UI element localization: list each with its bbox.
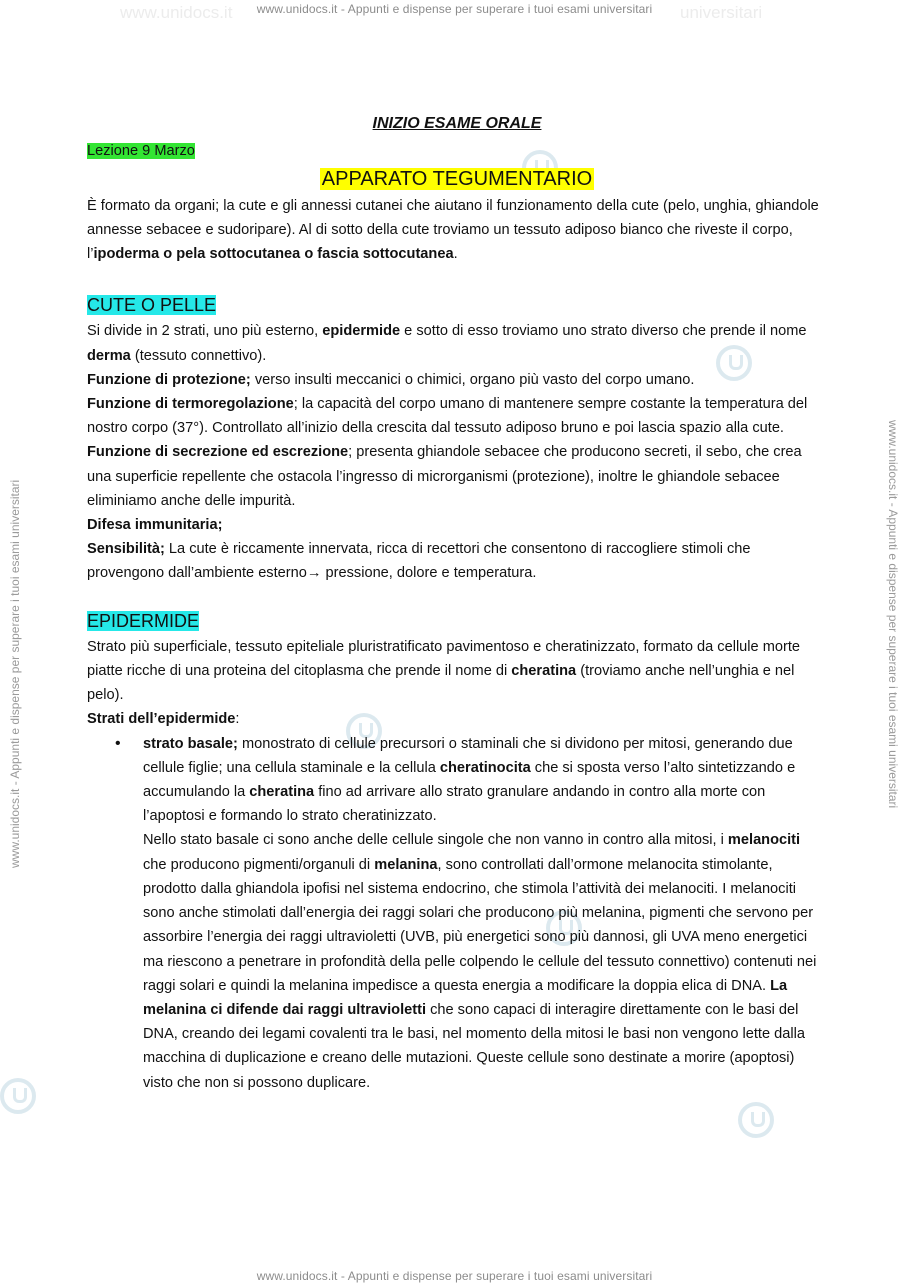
section-heading-epidermide-label: EPIDERMIDE [87,610,200,631]
function-text: ; la capacità del corpo umano di mantenere sempre costante la temperatura del nostro corpo (37°). Controllato all’inizio della crescita dal tessuto adiposo bruno e poi lascia spazio alla cute. [87,396,808,437]
function-text: pressione, dolore e temperatura. [321,565,537,582]
lesson-date-label: Lezione 9 Marzo [87,143,195,160]
cute-text: Si divide in 2 strati, uno più esterno, [87,323,323,340]
function-secretion [87,440,827,513]
unidocs-logo-icon [0,1078,36,1114]
function-immune [87,513,827,537]
main-heading [87,165,827,193]
epidermide-text: (troviamo anche nell’unghia e nel pelo). [87,663,795,704]
list-text: che si sposta verso l’alto sintetizzando e accumulando la [143,759,796,801]
function-text: ; presenta ghiandole sebacee che producono secreti, il sebo, che crea una superficie repellente che ostacola l’ingresso di microrganismi (protezione), inoltre le ghiandole sebacee eliminiamo anche delle impurità. [87,444,802,509]
epidermide-text: Strato più superficiale, tessuto epiteliale pluristratificato pavimentoso e cheratinizzato, formato da cellule morte piatte ricche di una proteina del citoplasma che prende il nome di [87,638,801,680]
arrow-right-icon: → [306,565,322,582]
function-sensitivity [87,537,827,585]
cute-text: e sotto di esso troviamo uno strato diverso che prende il nome [400,323,807,340]
cute-paragraph [87,319,827,367]
function-label: Funzione di secrezione ed escrezione [87,444,349,461]
left-side-watermark: www.unidocs.it - Appunti e dispense per superare i tuoi esami universitari [8,479,22,868]
list-text: che sono capaci di interagire direttamente con le basi del DNA, creando dei legami covalenti tra le basi, nel momento della mitosi le basi non vengono lette dalla macchina di duplicazione e creano delle mutazioni. Queste cellule sono destinate a morire (apoptosi) visto che non si possono duplicare. [143,1001,805,1091]
intro-text-end: . [453,246,458,263]
strato-basale-paragraph [143,732,827,829]
list-bold: cheratina [249,784,315,801]
document-page [87,110,827,1095]
function-text: La cute è riccamente innervata, ricca di recettori che consentono di raccogliere stimoli che provengono dall’ambiente esterno [87,541,751,582]
cute-text: (tessuto connettivo). [130,347,267,364]
function-label: Difesa immunitaria; [87,517,223,534]
melanociti-paragraph [143,828,827,1094]
list-bold: strato basale; [143,735,238,752]
main-heading-label: APPARATO TEGUMENTARIO [321,168,593,191]
section-heading-epidermide [87,608,827,635]
list-item [143,732,827,1095]
epidermide-bold: cheratina [511,663,577,680]
top-watermark: www.unidocs.it - Appunti e dispense per superare i tuoi esami universitari [256,2,653,16]
faint-watermark-left: www.unidocs.it [120,3,233,22]
epidermide-paragraph [87,635,827,708]
list-text: che producono pigmenti/organuli di [143,856,375,873]
function-thermoregulation [87,392,827,440]
list-bold: cheratinocita [439,759,531,776]
strati-colon: : [235,711,240,728]
intro-paragraph [87,194,827,267]
list-text: monostrato di cellule precursori o staminali che si dividono per mitosi, generando due cellule figlie; una cellula staminale e la cellula [143,735,793,776]
section-heading-cute [87,292,827,319]
right-side-watermark: www.unidocs.it - Appunti e dispense per superare i tuoi esami universitari [886,420,900,809]
list-text: Nello stato basale ci sono anche delle cellule singole che non vanno in contro alla mitosi, i [143,832,728,849]
function-label: Funzione di protezione; [87,371,251,388]
list-text: fino ad arrivare allo strato granulare andando in contro alla morte con l’apoptosi e formando lo strato cheratinizzato. [143,784,766,825]
function-protection [87,368,827,392]
unidocs-logo-icon [738,1102,774,1138]
intro-bold: ipoderma o pela sottocutanea o fascia sottocutanea [93,246,454,263]
cute-bold: derma [87,347,131,364]
list-text: , sono controllati dall’ormone melanocita stimolante, prodotto dalla ghiandola ipofisi nel sistema endocrino, che stimola l’attività dei melanociti. I melanociti sono anche stimolati dall’energia dei raggi solari che producono più melanina, pigmenti che servono per assorbire l’energia dei raggi ultravioletti (UVB, più energetici sono più dannosi, gli UVA meno energetici ma riescono a penetrare in profondità della pelle colpendo le cellule del tessuto connettivo) contenuti nei raggi solari e quindi la melanina impedisce a questa energia a modificare la doppia elica di DNA. [143,856,817,994]
intro-text: È formato da organi; la cute e gli annessi cutanei che aiutano il funzionamento della cute (pelo, unghia, ghiandole annesse sebacee e sudoripare). Al di sotto della cute troviamo un tessuto adiposo bianco che riveste il corpo, l’ [87,197,819,263]
faint-watermark-right: universitari [680,3,763,22]
function-label: Sensibilità; [87,541,165,558]
list-bold: melanociti [727,832,801,849]
strati-label [87,707,827,731]
cute-bold: epidermide [322,323,401,340]
list-bold: melanina [374,856,438,873]
list-bold: La melanina ci difende dai raggi ultravioletti [143,977,788,1018]
lesson-date [87,139,827,163]
strati-label-text: Strati dell’epidermide [87,711,236,728]
bottom-watermark: www.unidocs.it - Appunti e dispense per superare i tuoi esami universitari [256,1269,653,1283]
section-heading-cute-label: CUTE O PELLE [87,295,217,316]
function-label: Funzione di termoregolazione [87,396,294,413]
strati-list [87,732,827,1095]
function-text: verso insulti meccanici o chimici, organo più vasto del corpo umano. [250,371,695,388]
document-title: INIZIO ESAME ORALE [372,115,542,132]
